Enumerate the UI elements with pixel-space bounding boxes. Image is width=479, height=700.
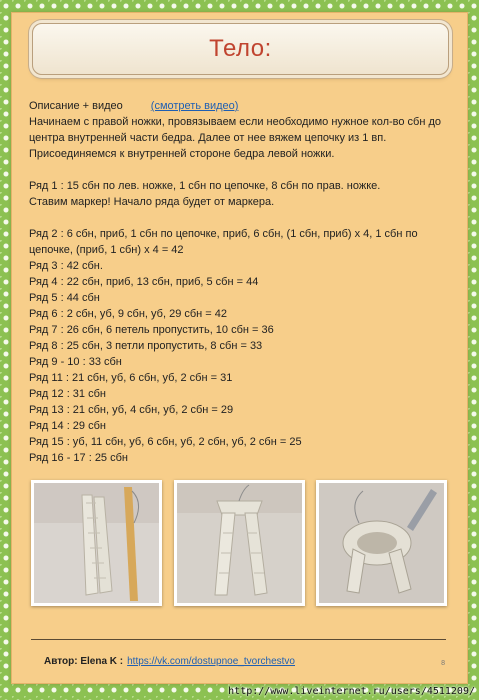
photo-body-start-image	[319, 483, 444, 603]
row-1: Ряд 1 : 15 сбн по лев. ножке, 1 сбн по цепочке, 8 сбн по прав. ножке.	[29, 180, 381, 192]
row-1-note: Ставим маркер! Начало ряда будет от маркера.	[29, 196, 275, 208]
row-11: Ряд 11 : 21 сбн, уб, 6 сбн, уб, 2 сбн = 31	[29, 372, 233, 384]
row-4: Ряд 4 : 22 сбн, приб, 13 сбн, приб, 5 сбн = 44	[29, 276, 259, 288]
author-label: Автор: Elena K :	[44, 656, 124, 667]
title-banner	[32, 23, 449, 75]
row-8: Ряд 8 : 25 сбн, 3 петли пропустить, 8 сбн = 33	[29, 340, 263, 352]
document-page	[11, 12, 468, 684]
page-number: 8	[441, 660, 445, 667]
spacer	[29, 210, 454, 226]
row-7: Ряд 7 : 26 сбн, 6 петель пропустить, 10 сбн = 36	[29, 324, 274, 336]
photo-joined-legs-image	[177, 483, 302, 603]
row-16-17: Ряд 16 - 17 : 25 сбн	[29, 452, 128, 464]
spacer	[29, 162, 454, 178]
watermark-url: http://www.liveinternet.ru/users/4511209/	[228, 686, 475, 697]
intro-label: Описание + видео	[29, 100, 123, 112]
watch-video-link[interactable]: (смотреть видео)	[150, 100, 239, 112]
row-6: Ряд 6 : 2 сбн, уб, 9 сбн, уб, 29 сбн = 42	[29, 308, 228, 320]
row-13: Ряд 13 : 21 сбн, уб, 4 сбн, уб, 2 сбн = 29	[29, 404, 234, 416]
row-12: Ряд 12 : 31 сбн	[29, 388, 106, 400]
row-9-10: Ряд 9 - 10 : 33 сбн	[29, 356, 122, 368]
intro-line	[29, 98, 454, 114]
photo-joined-legs	[174, 480, 305, 606]
author-vk-link[interactable]: https://vk.com/dostupnoe_tvorchestvo	[127, 656, 295, 667]
photo-legs-with-hook-image	[34, 483, 159, 603]
process-photos	[31, 480, 447, 606]
row-15: Ряд 15 : уб, 11 сбн, уб, 6 сбн, уб, 2 сбн, уб, 2 сбн = 25	[29, 436, 302, 448]
row-2: Ряд 2 : 6 сбн, приб, 1 сбн по цепочке, приб, 6 сбн, (1 сбн, приб) х 4, 1 сбн по цепочке, (приб, 1 сбн) х 4 = 42	[29, 228, 418, 256]
pattern-text	[29, 98, 454, 466]
photo-body-start	[316, 480, 447, 606]
photo-legs-with-hook	[31, 480, 162, 606]
row-5: Ряд 5 : 44 сбн	[29, 292, 100, 304]
row-14: Ряд 14 : 29 сбн	[29, 420, 106, 432]
footer-divider	[31, 639, 446, 640]
footer-author	[44, 656, 295, 667]
intro-text: Начинаем с правой ножки, провязываем если необходимо нужное кол-во сбн до центра внутренней части бедра. Далее от нее вяжем цепочку из 1 вп. Присоединяемся к внутренней стороне бедра левой ножки.	[29, 116, 442, 160]
page-title: Тело:	[209, 35, 272, 62]
row-3: Ряд 3 : 42 сбн.	[29, 260, 103, 272]
